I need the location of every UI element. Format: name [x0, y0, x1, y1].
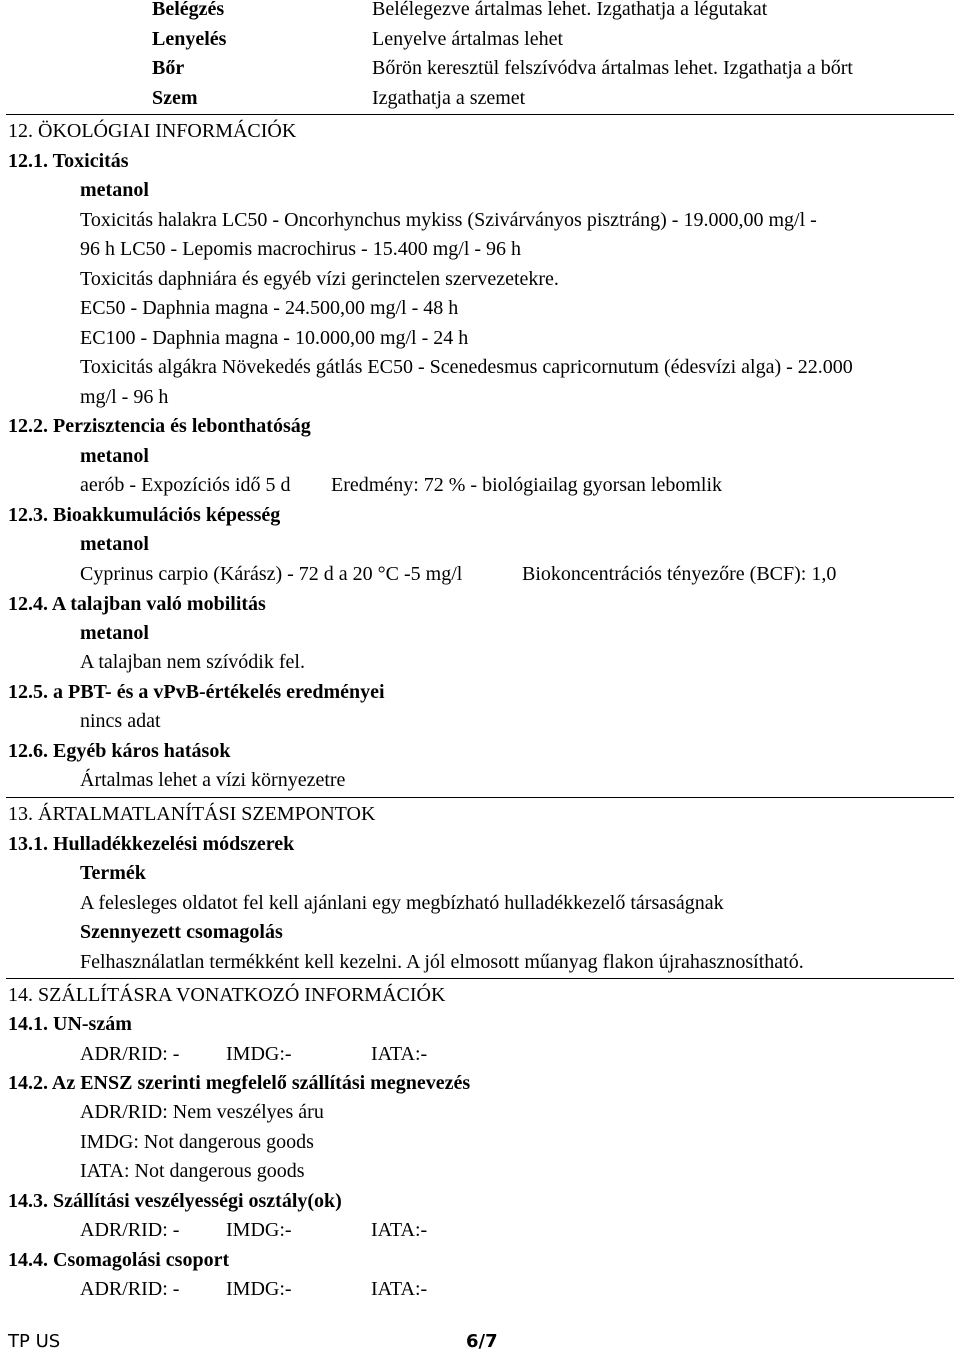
subsection-14-4-title: 14.4. Csomagolási csoport: [8, 1249, 230, 1271]
substance-name: metanol: [80, 622, 149, 644]
packing-group-adr: ADR/RID: -: [80, 1278, 180, 1300]
section-14-title: 14. SZÁLLÍTÁSRA VONATKOZÓ INFORMÁCIÓK: [8, 984, 446, 1006]
toxicity-line: Toxicitás halakra LC50 - Oncorhynchus mykiss (Szivárványos pisztráng) - 19.000,00 mg/l -: [80, 209, 817, 231]
packaging-label: Szennyezett csomagolás: [80, 921, 283, 943]
packing-group-iata: IATA:-: [371, 1278, 428, 1300]
subsection-13-1-title: 13.1. Hulladékkezelési módszerek: [8, 833, 295, 855]
section-divider: [6, 797, 954, 798]
toxicity-line: 96 h LC50 - Lepomis macrochirus - 15.400 mg/l - 96 h: [80, 238, 522, 260]
subsection-12-6-title: 12.6. Egyéb káros hatások: [8, 740, 231, 762]
toxicity-line: EC50 - Daphnia magna - 24.500,00 mg/l - 48 h: [80, 297, 459, 319]
subsection-12-3-title: 12.3. Bioakkumulációs képesség: [8, 504, 281, 526]
hazard-class-adr: ADR/RID: -: [80, 1219, 180, 1241]
subsection-12-4-title: 12.4. A talajban való mobilitás: [8, 593, 266, 615]
route-label: Szem: [152, 87, 198, 109]
un-iata: IATA:-: [371, 1043, 428, 1065]
bioaccumulation-bcf: Biokoncentrációs tényezőre (BCF): 1,0: [522, 563, 837, 585]
substance-name: metanol: [80, 533, 149, 555]
section-divider: [6, 114, 954, 115]
mobility-text: A talajban nem szívódik fel.: [80, 651, 305, 673]
subsection-14-2-title: 14.2. Az ENSZ szerinti megfelelő szállítási megnevezés: [8, 1072, 471, 1094]
toxicity-line: EC100 - Daphnia magna - 10.000,00 mg/l - 24 h: [80, 327, 469, 349]
substance-name: metanol: [80, 179, 149, 201]
route-label: Bőr: [152, 57, 185, 79]
un-imdg: IMDG:-: [226, 1043, 292, 1065]
other-effects-text: Ártalmas lehet a vízi környezetre: [80, 769, 346, 791]
toxicity-line: Toxicitás daphniára és egyéb vízi gerinctelen szervezetekre.: [80, 268, 559, 290]
subsection-12-5-title: 12.5. a PBT- és a vPvB-értékelés eredményei: [8, 681, 385, 703]
product-text: A felesleges oldatot fel kell ajánlani egy megbízható hulladékkezelő társaságnak: [80, 892, 724, 914]
route-label: Belégzés: [152, 0, 225, 20]
substance-name: metanol: [80, 445, 149, 467]
section-12-title: 12. ÖKOLÓGIAI INFORMÁCIÓK: [8, 120, 297, 142]
packaging-text: Felhasználatlan termékként kell kezelni. A jól elmosott műanyag flakon újrahasznosítható.: [80, 951, 804, 973]
shipping-name-line: IATA: Not dangerous goods: [80, 1160, 305, 1182]
route-text: Izgathatja a szemet: [372, 87, 526, 109]
packing-group-imdg: IMDG:-: [226, 1278, 292, 1300]
route-label: Lenyelés: [152, 28, 227, 50]
section-13-title: 13. ÁRTALMATLANÍTÁSI SZEMPONTOK: [8, 803, 376, 825]
toxicity-line: mg/l - 96 h: [80, 386, 169, 408]
hazard-class-imdg: IMDG:-: [226, 1219, 292, 1241]
degradation-result: Eredmény: 72 % - biológiailag gyorsan lebomlik: [331, 474, 723, 496]
subsection-14-3-title: 14.3. Szállítási veszélyességi osztály(ok): [8, 1190, 342, 1212]
route-text: Bőrön keresztül felszívódva ártalmas lehet. Izgathatja a bőrt: [372, 57, 853, 79]
shipping-name-line: ADR/RID: Nem veszélyes áru: [80, 1101, 324, 1123]
subsection-12-2-title: 12.2. Perzisztencia és lebonthatóság: [8, 415, 311, 437]
route-text: Lenyelve ártalmas lehet: [372, 28, 564, 50]
shipping-name-line: IMDG: Not dangerous goods: [80, 1131, 314, 1153]
route-text: Belélegezve ártalmas lehet. Izgathatja a légutakat: [372, 0, 768, 20]
subsection-12-1-title: 12.1. Toxicitás: [8, 150, 129, 172]
un-adr: ADR/RID: -: [80, 1043, 180, 1065]
footer-company: TP US: [8, 1331, 61, 1352]
bioaccumulation-test: Cyprinus carpio (Kárász) - 72 d a 20 °C -5 mg/l: [80, 563, 463, 585]
product-label: Termék: [80, 862, 146, 884]
subsection-14-1-title: 14.1. UN-szám: [8, 1013, 132, 1035]
pbt-text: nincs adat: [80, 710, 161, 732]
hazard-class-iata: IATA:-: [371, 1219, 428, 1241]
toxicity-line: Toxicitás algákra Növekedés gátlás EC50 - Scenedesmus capricornutum (édesvízi alga) - 22.000: [80, 356, 853, 378]
section-divider: [6, 978, 954, 979]
page-number: 6/7: [466, 1331, 498, 1352]
degradation-conditions: aerób - Expozíciós idő 5 d: [80, 474, 291, 496]
